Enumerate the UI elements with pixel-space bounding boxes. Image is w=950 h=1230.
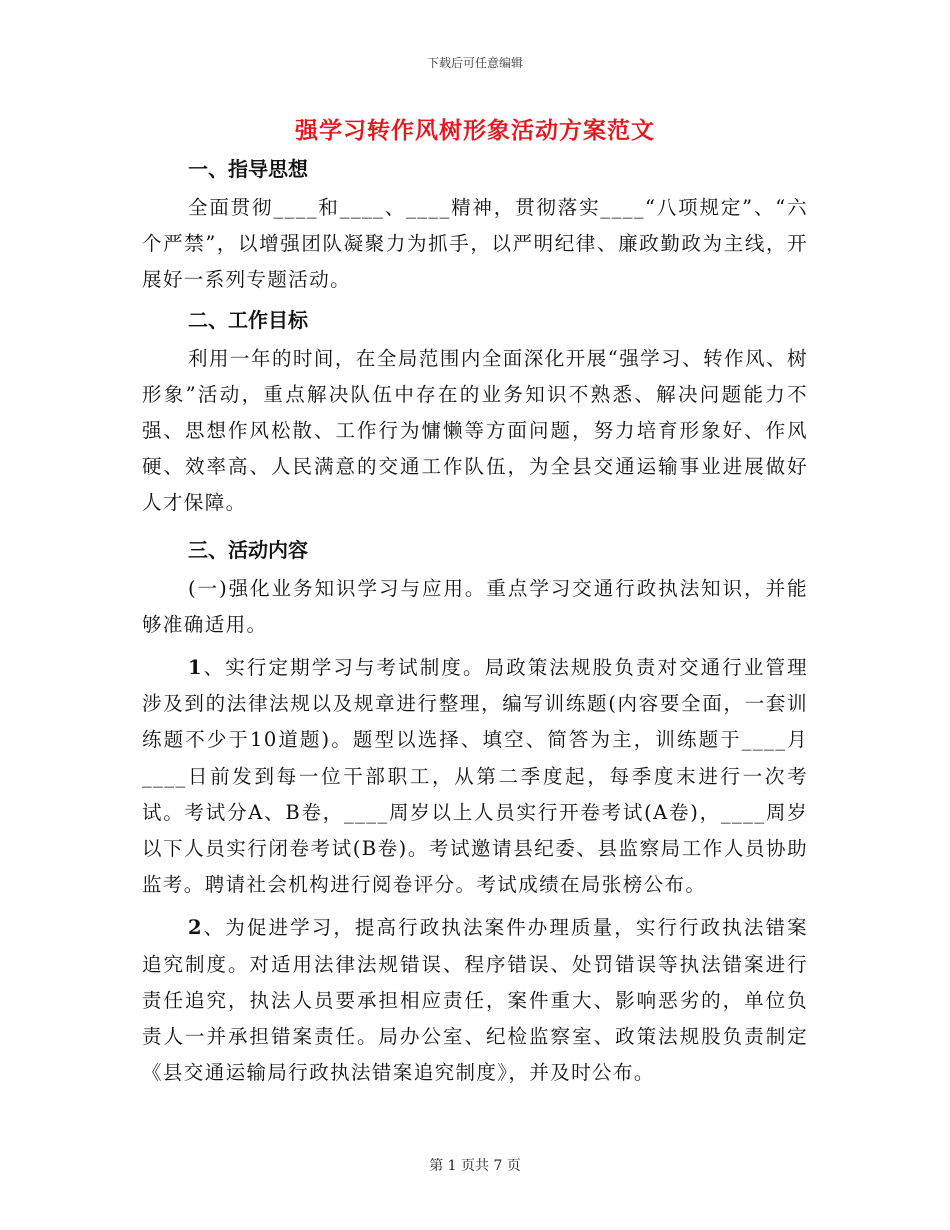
list-item-text: 、为促进学习，提高行政执法案件办理质量，实行行政执法错案追究制度。对适用法律法规错误、程序错误、处罚错误等执法错案进行责任追究，执法人员要承担相应责任，案件重大、影响恶劣的，单位负责人一并承担错案责任。局办公室、纪检监察室、政策法规股负责制定《县交通运输局行政执法错案追究制度》，并及时公布。 [142, 916, 808, 1085]
list-item-number: 2 [188, 916, 203, 940]
paragraph-activity-intro: (一)强化业务知识学习与应用。重点学习交通行政执法知识，并能够准确适用。 [142, 576, 808, 636]
header-note: 下载后可任意编辑 [426, 56, 523, 70]
document-title: 强学习转作风树形象活动方案范文 [295, 117, 655, 144]
list-item-error-accountability [142, 910, 808, 1091]
section-heading-activity-content: 三、活动内容 [188, 537, 308, 562]
document-body [142, 148, 808, 1091]
list-item-number: 1 [188, 656, 203, 680]
paragraph-work-goals: 利用一年的时间，在全局范围内全面深化开展“强学习、转作风、树形象”活动，重点解决队伍中存在的业务知识不熟悉、解决问题能力不强、思想作风松散、工作行为慵懒等方面问题，努力培育形象好、作风硬、效率高、人民满意的交通工作队伍，为全县交通运输事业进展做好人才保障。 [142, 346, 808, 515]
list-item-text: 、实行定期学习与考试制度。局政策法规股负责对交通行业管理涉及到的法律法规以及规章进行整理，编写训练题(内容要全面，一套训练题不少于10道题)。题型以选择、填空、简答为主，训练题于____月____日前发到每一位干部职工，从第二季度起，每季度末进行一次考试。考试分A、B卷，____周岁以上人员实行开卷考试(A卷)，____周岁以下人员实行闭卷考试(B卷)。考试邀请县纪委、县监察局工作人员协助监考。聘请社会机构进行阅卷评分。考试成绩在局张榜公布。 [142, 656, 808, 897]
section-heading-guiding-ideology: 一、指导思想 [188, 157, 308, 181]
paragraph-guiding-ideology: 全面贯彻____和____、____精神，贯彻落实____“八项规定”、“六个严禁”，以增强团队凝聚力为抓手，以严明纪律、廉政勤政为主线，开展好一系列专题活动。 [142, 196, 808, 292]
section-heading-work-goals: 二、工作目标 [188, 307, 308, 332]
page-footer: 第 1 页共 7 页 [429, 1158, 521, 1174]
list-item-study-exam-system [142, 650, 808, 903]
